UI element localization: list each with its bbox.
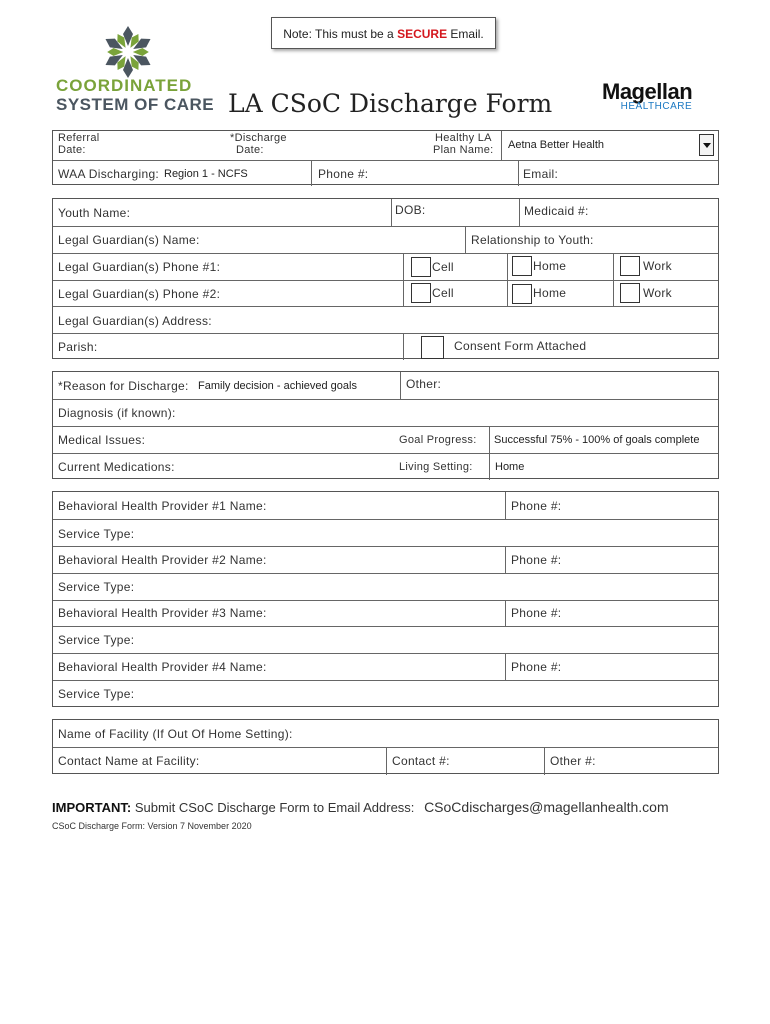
provider1-label: Behavioral Health Provider #1 Name: (58, 499, 267, 513)
waa-phone-label: Phone #: (318, 167, 369, 181)
plan-dropdown-icon[interactable] (699, 134, 714, 156)
section-discharge (52, 371, 719, 479)
note-secure: SECURE (397, 27, 448, 41)
waa-value[interactable]: Region 1 - NCFS (164, 168, 248, 180)
provider2-phone-label: Phone #: (511, 553, 562, 567)
referral-date-label: Referral Date: (58, 132, 100, 156)
service4-row (53, 680, 718, 708)
facility-row (53, 720, 718, 747)
section-youth (52, 198, 719, 359)
guardian-phone1-label: Legal Guardian(s) Phone #1: (58, 260, 221, 274)
logo-line2: SYSTEM OF CARE (56, 95, 215, 114)
living-setting-label: Living Setting: (399, 461, 473, 473)
provider1-phone-label: Phone #: (511, 499, 562, 513)
important-label: IMPORTANT: (52, 800, 132, 815)
medical-row (53, 426, 718, 453)
provider3-phone-label: Phone #: (511, 606, 562, 620)
youth-row (53, 199, 718, 226)
provider2-row (53, 546, 718, 573)
medications-row (53, 453, 718, 480)
note-suffix: Email. (447, 27, 484, 41)
reason-row (53, 372, 718, 399)
facility-label: Name of Facility (If Out Of Home Setting): (58, 727, 293, 741)
consent-checkbox[interactable] (421, 336, 444, 359)
phone1-work-checkbox[interactable] (620, 256, 640, 276)
submit-text: Submit CSoC Discharge Form to Email Address: (134, 800, 415, 815)
plan-name-value[interactable]: Aetna Better Health (508, 139, 605, 151)
phone2-work-label: Work (643, 286, 672, 300)
provider3-row (53, 600, 718, 626)
phone1-work-label: Work (643, 259, 672, 273)
address-row (53, 306, 718, 333)
service4-label: Service Type: (58, 687, 135, 701)
version-text: CSoC Discharge Form: Version 7 November 2020 (52, 821, 252, 831)
reason-label: *Reason for Discharge: (58, 379, 189, 393)
youth-name-label: Youth Name: (58, 206, 131, 220)
submit-instructions (52, 799, 669, 815)
waa-label: WAA Discharging: (58, 167, 160, 181)
contact-name-label: Contact Name at Facility: (58, 754, 200, 768)
waa-row (53, 160, 718, 186)
service2-row (53, 573, 718, 600)
service3-row (53, 626, 718, 653)
section-facility (52, 719, 719, 774)
other-number-label: Other #: (550, 754, 596, 768)
guardian-row (53, 226, 718, 253)
medical-label: Medical Issues: (58, 433, 146, 447)
secure-email-note (271, 17, 496, 49)
discharge-date-label: *Discharge Date: (230, 132, 287, 156)
phone2-home-checkbox[interactable] (512, 284, 532, 304)
phone1-home-label: Home (533, 259, 567, 273)
consent-label: Consent Form Attached (454, 339, 587, 353)
reason-value[interactable]: Family decision - achieved goals (198, 380, 357, 392)
contact-number-label: Contact #: (392, 754, 450, 768)
diagnosis-row (53, 399, 718, 426)
provider3-label: Behavioral Health Provider #3 Name: (58, 606, 267, 620)
service3-label: Service Type: (58, 633, 135, 647)
goal-progress-value[interactable]: Successful 75% - 100% of goals complete (494, 434, 700, 446)
provider4-label: Behavioral Health Provider #4 Name: (58, 660, 267, 674)
magellan-logo (602, 80, 692, 112)
other-label: Other: (406, 377, 442, 391)
dob-label: DOB: (395, 203, 426, 217)
section-referral (52, 130, 719, 185)
medications-label: Current Medications: (58, 460, 175, 474)
address-label: Legal Guardian(s) Address: (58, 314, 212, 328)
provider1-row (53, 492, 718, 519)
relationship-label: Relationship to Youth: (471, 233, 594, 247)
parish-label: Parish: (58, 340, 98, 354)
csoc-logo-text (56, 76, 214, 114)
phone2-home-label: Home (533, 286, 567, 300)
contact-row (53, 747, 718, 775)
provider2-label: Behavioral Health Provider #2 Name: (58, 553, 267, 567)
goal-progress-label: Goal Progress: (399, 434, 477, 446)
magellan-sub: HEALTHCARE (620, 101, 693, 112)
phone2-work-checkbox[interactable] (620, 283, 640, 303)
phone1-home-checkbox[interactable] (512, 256, 532, 276)
guardian-name-label: Legal Guardian(s) Name: (58, 233, 200, 247)
diagnosis-label: Diagnosis (if known): (58, 406, 176, 420)
living-setting-value[interactable]: Home (495, 461, 525, 473)
phone2-cell-label: Cell (432, 286, 454, 300)
phone2-cell-checkbox[interactable] (411, 283, 431, 303)
service1-label: Service Type: (58, 527, 135, 541)
referral-row (53, 131, 718, 160)
medicaid-label: Medicaid #: (524, 204, 589, 218)
csoc-logo-mark-icon (96, 20, 160, 84)
phone1-cell-label: Cell (432, 260, 454, 274)
parish-row (53, 333, 718, 360)
guardian-phone1-row (53, 253, 718, 280)
logo-line1: COORDINATED (56, 76, 193, 95)
submit-email-link[interactable]: CSoCdischarges@magellanhealth.com (424, 799, 669, 815)
page-title: LA CSoC Discharge Form (228, 89, 553, 118)
waa-email-label: Email: (523, 167, 559, 181)
section-providers (52, 491, 719, 707)
guardian-phone2-label: Legal Guardian(s) Phone #2: (58, 287, 221, 301)
phone1-cell-checkbox[interactable] (411, 257, 431, 277)
service2-label: Service Type: (58, 580, 135, 594)
guardian-phone2-row (53, 280, 718, 306)
provider4-row (53, 653, 718, 680)
magellan-name: Magellan (602, 79, 693, 104)
service1-row (53, 519, 718, 546)
plan-name-label: Healthy LA Plan Name: (433, 132, 494, 156)
note-prefix: Note: This must be a (283, 27, 398, 41)
provider4-phone-label: Phone #: (511, 660, 562, 674)
